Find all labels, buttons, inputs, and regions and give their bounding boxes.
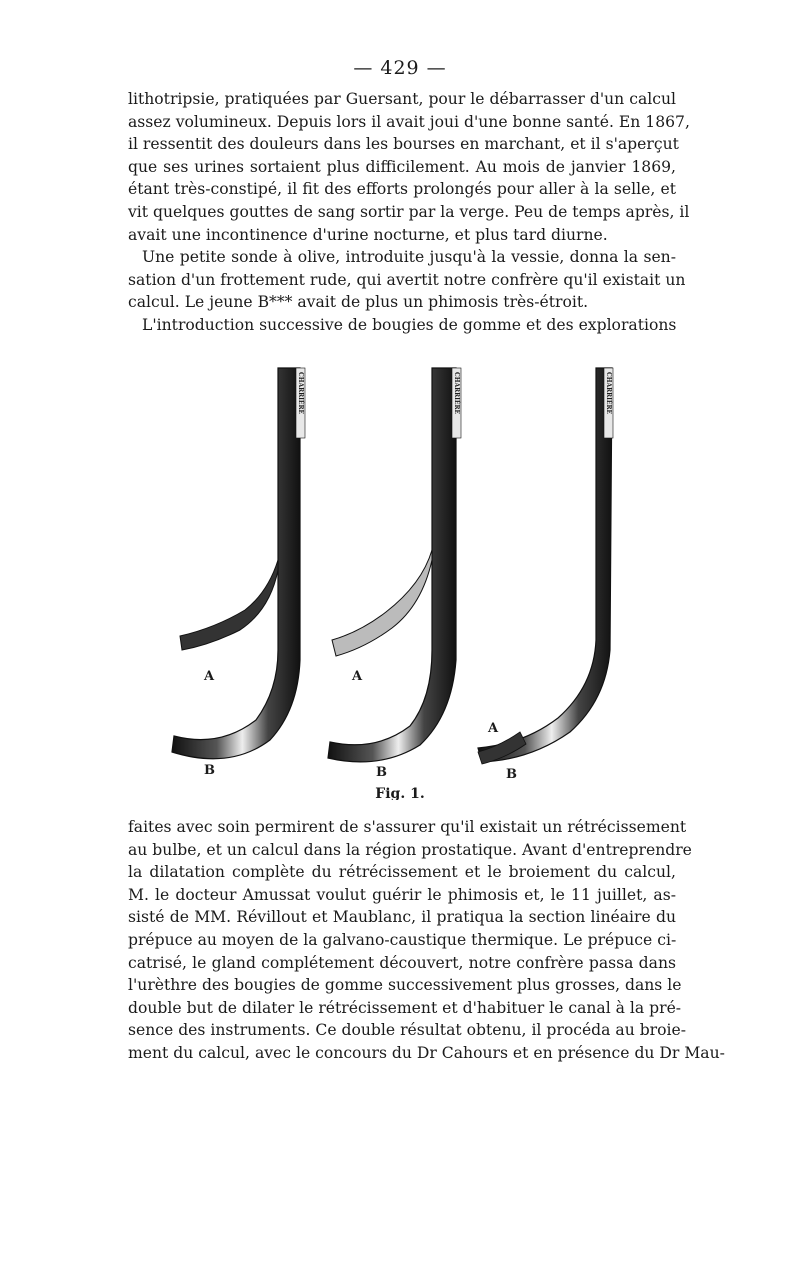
text-line: avait une incontinence d'urine nocturne, et plus tard diurne. bbox=[128, 225, 608, 244]
label-b: B bbox=[506, 767, 517, 782]
text-line: sisté de MM. Révillout et Maublanc, il pratiqua la section linéaire du bbox=[128, 908, 676, 927]
maker-stamp: CHARRIÈRE bbox=[605, 372, 612, 415]
text-line: L'introduction successive de bougies de gomme et des explorations bbox=[142, 315, 677, 334]
text-line: double but de dilater le rétrécissement et d'habituer le canal à la pré- bbox=[128, 998, 682, 1017]
instrument-1 bbox=[172, 368, 305, 778]
text-block-bottom bbox=[128, 816, 725, 1065]
text-line: assez volumineux. Depuis lors il avait joui d'une bonne santé. En 1867, bbox=[128, 112, 690, 131]
instrument-2 bbox=[328, 368, 461, 780]
instruments-illustration bbox=[160, 360, 640, 800]
figure-caption: Fig. 1. bbox=[375, 786, 425, 800]
text-line: que ses urines sortaient plus difficilement. Au mois de janvier 1869, bbox=[128, 157, 676, 176]
instrument-3 bbox=[478, 368, 613, 782]
text-line: sation d'un frottement rude, qui avertit notre confrère qu'il existait un bbox=[128, 270, 686, 289]
text-line: faites avec soin permirent de s'assurer qu'il existait un rétrécissement bbox=[128, 818, 687, 836]
figure-instruments bbox=[160, 360, 640, 800]
text-line: Une petite sonde à olive, introduite jusqu'à la vessie, donna la sen- bbox=[142, 248, 676, 267]
label-b: B bbox=[204, 763, 215, 778]
text-line: au bulbe, et un calcul dans la région prostatique. Avant d'entreprendre bbox=[128, 840, 692, 859]
text-line: ment du calcul, avec le concours du Dr Cahours et en présence du Dr Mau- bbox=[128, 1043, 725, 1062]
label-a: A bbox=[204, 669, 215, 684]
label-b: B bbox=[376, 765, 387, 780]
label-a: A bbox=[352, 669, 363, 684]
text-line: il ressentit des douleurs dans les bourses en marchant, et il s'aperçut bbox=[128, 135, 679, 154]
text-line: M. le docteur Amussat voulut guérir le phimosis et, le 11 juillet, as- bbox=[128, 885, 676, 904]
text-block-top bbox=[128, 88, 690, 337]
text-line: lithotripsie, pratiquées par Guersant, pour le débarrasser d'un calcul bbox=[128, 90, 676, 108]
text-line: vit quelques gouttes de sang sortir par la verge. Peu de temps après, il bbox=[128, 202, 690, 221]
maker-stamp: CHARRIÈRE bbox=[453, 372, 460, 415]
text-line: l'urèthre des bougies de gomme successivement plus grosses, dans le bbox=[128, 976, 682, 995]
maker-stamp: CHARRIÈRE bbox=[297, 372, 304, 415]
text-line: la dilatation complète du rétrécissement et le broiement du calcul, bbox=[128, 863, 676, 882]
text-line: catrisé, le gland complétement découvert, notre confrère passa dans bbox=[128, 953, 676, 972]
text-line: sence des instruments. Ce double résultat obtenu, il procéda au broie- bbox=[128, 1021, 687, 1040]
text-line: calcul. Le jeune B*** avait de plus un phimosis très-étroit. bbox=[128, 293, 589, 312]
text-line: étant très-constipé, il fit des efforts prolongés pour aller à la selle, et bbox=[128, 180, 676, 199]
page-number: — 429 — bbox=[353, 57, 447, 79]
label-a: A bbox=[488, 721, 499, 736]
text-line: prépuce au moyen de la galvano-caustique thermique. Le prépuce ci- bbox=[128, 930, 677, 949]
